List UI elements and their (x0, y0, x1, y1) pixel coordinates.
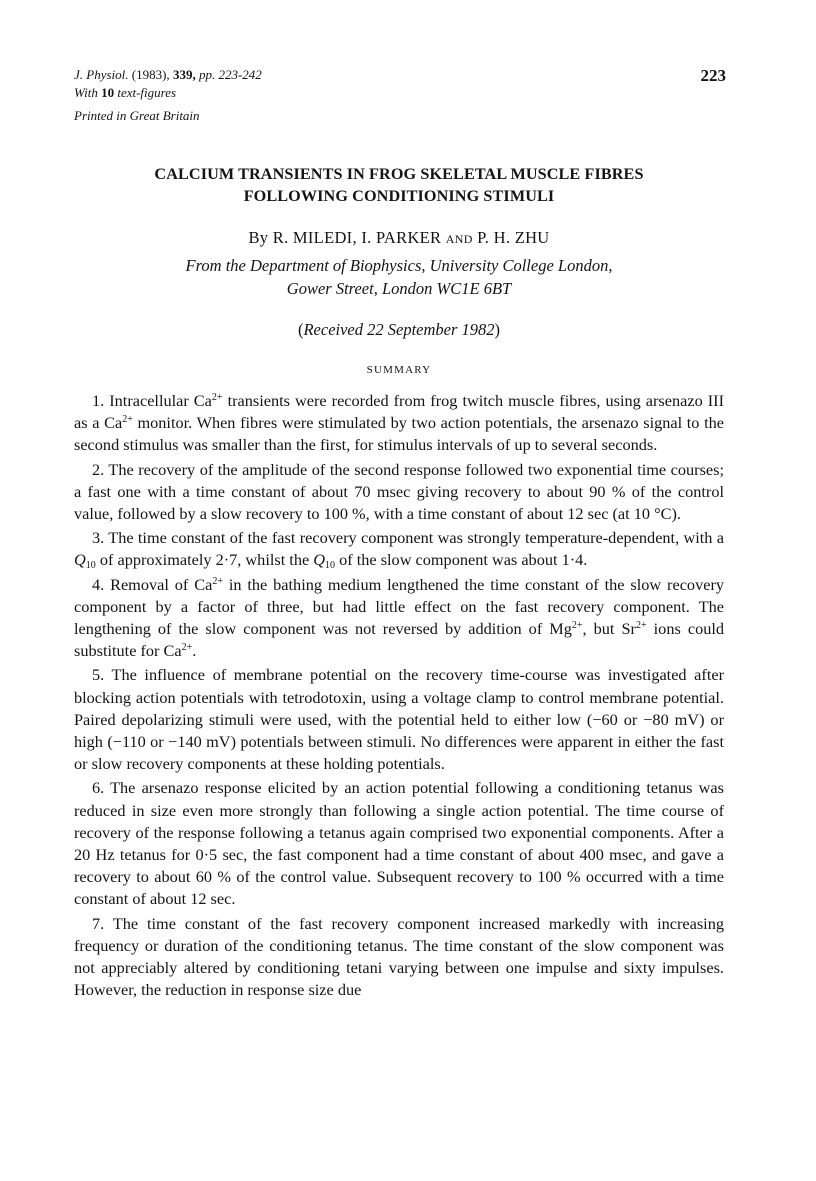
article-header (74, 66, 724, 132)
author-zhu: P. H. ZHU (477, 228, 550, 247)
author-parker: I. PARKER (361, 228, 442, 247)
figures-suffix: text-figures (117, 85, 177, 100)
p3-text-1: 3. The time constant of the fast recovery component was strongly temperature-dependent, with a (92, 528, 724, 548)
p4-sup-4: 2+ (181, 642, 193, 654)
p3-q10-sub-1: 10 (85, 560, 96, 572)
journal-name: J. Physiol. (74, 67, 129, 82)
affiliation-line-1: From the Department of Biophysics, University College London, (185, 256, 613, 275)
p4-sup-2: 2+ (571, 620, 583, 632)
p3-q10-sub-2: 10 (325, 560, 336, 572)
summary-paragraph-7: 7. The time constant of the fast recovery component increased markedly with increasing frequency or duration of the conditioning tetanus. The time constant of the slow component was not appreciably altered by conditioning tetani varying between one impulse and sixty impulses. However, the reduction in response size due (74, 913, 724, 1000)
summary-body (74, 390, 724, 1001)
summary-paragraph-1 (74, 390, 724, 457)
p3-q10-symbol-1: Q (74, 550, 86, 570)
p1-sup-2: 2+ (122, 414, 133, 426)
p4-text-2: in the bathing medium lengthened the time constant of the slow recovery component by a factor of three, but had little effect on the fast recovery component. The lengthening of the slow component was not reversed by addition of Mg (74, 574, 725, 639)
affiliation-line-2: Gower Street, London WC1E 6BT (286, 279, 512, 298)
and-label: and (445, 228, 473, 247)
citation-line (74, 66, 724, 84)
title-line-1: CALCIUM TRANSIENTS IN FROG SKELETAL MUSCLE FIBRES (154, 165, 644, 183)
author-miledi: R. MILEDI, (272, 228, 357, 247)
p4-sup-1: 2+ (212, 575, 223, 587)
summary-heading: SUMMARY (366, 364, 432, 376)
summary-paragraph-3 (74, 527, 724, 571)
p1-text-3: monitor. When fibres were stimulated by two action potentials, the arsenazo signal to the second stimulus was smaller than the first, for stimulus intervals of up to several seconds. (74, 413, 724, 455)
summary-paragraph-4 (74, 574, 724, 663)
author-line (74, 227, 724, 249)
p1-text-2: transients were recorded from frog twitch muscle fibres, using arsenazo III as a Ca (74, 391, 725, 433)
summary-paragraph-2: 2. The recovery of the amplitude of the second response followed two exponential time courses; a fast one with a time constant of about 70 msec giving recovery to about 90 % of the control value, followed by a slow recovery to 100 %, with a time constant of about 12 sec (at 10 °C). (74, 459, 724, 524)
affiliation (74, 254, 724, 300)
figures-line (74, 84, 724, 102)
p3-text-3: of the slow component was about 1·4. (335, 550, 588, 570)
p4-text-3: , but Sr (582, 619, 636, 639)
received-close-paren: ) (494, 320, 501, 339)
journal-volume: 339, (172, 67, 196, 82)
received-text: Received 22 September 1982 (303, 320, 495, 339)
page-number: 223 (700, 66, 726, 85)
p3-text-2: of approximately 2·7, whilst the (95, 550, 314, 570)
journal-pages: pp. 223-242 (198, 67, 262, 82)
figure-count: 10 (101, 85, 115, 100)
title-line-2: FOLLOWING CONDITIONING STIMULI (243, 187, 555, 205)
article-page (74, 66, 724, 1001)
by-label: By (248, 228, 269, 247)
p1-sup-1: 2+ (211, 392, 223, 403)
p1-text-1: 1. Intracellular Ca (92, 391, 212, 410)
journal-year: (1983), (131, 67, 170, 82)
summary-paragraph-5: 5. The influence of membrane potential on the recovery time-course was investigated after blocking action potentials with tetrodotoxin, using a voltage clamp to control membrane potential. Paired depolarizing stimuli were used, with the potential held to either low (−60 or −80 mV) or high (−110 or −140 mV) potentials between stimuli. No differences were apparent in either the fast or slow recovery components at these holding potentials. (74, 665, 724, 774)
p4-text-4: ions could substitute for Ca (74, 619, 725, 661)
p4-sup-3: 2+ (635, 620, 647, 632)
p4-text-1: 4. Removal of Ca (92, 574, 213, 594)
printed-in: Printed in Great Britain (74, 108, 200, 123)
article-title (74, 163, 724, 207)
received-date (74, 319, 724, 341)
summary-paragraph-6: 6. The arsenazo response elicited by an action potential following a conditioning tetanus was reduced in size even more strongly than following a single action potential. The time course of recovery of the response following a tetanus again comprised two exponential components. After a 20 Hz tetanus for 0·5 sec, the fast component had a time constant of about 400 msec, and gave a recovery to about 60 % of the control value. Subsequent recovery to 100 % occurred with a time constant of about 12 sec. (74, 778, 724, 909)
received-open-paren: ( (297, 320, 304, 339)
p3-q10-symbol-2: Q (313, 550, 326, 570)
figures-with: With (74, 85, 98, 100)
p4-text-5: . (192, 641, 197, 661)
